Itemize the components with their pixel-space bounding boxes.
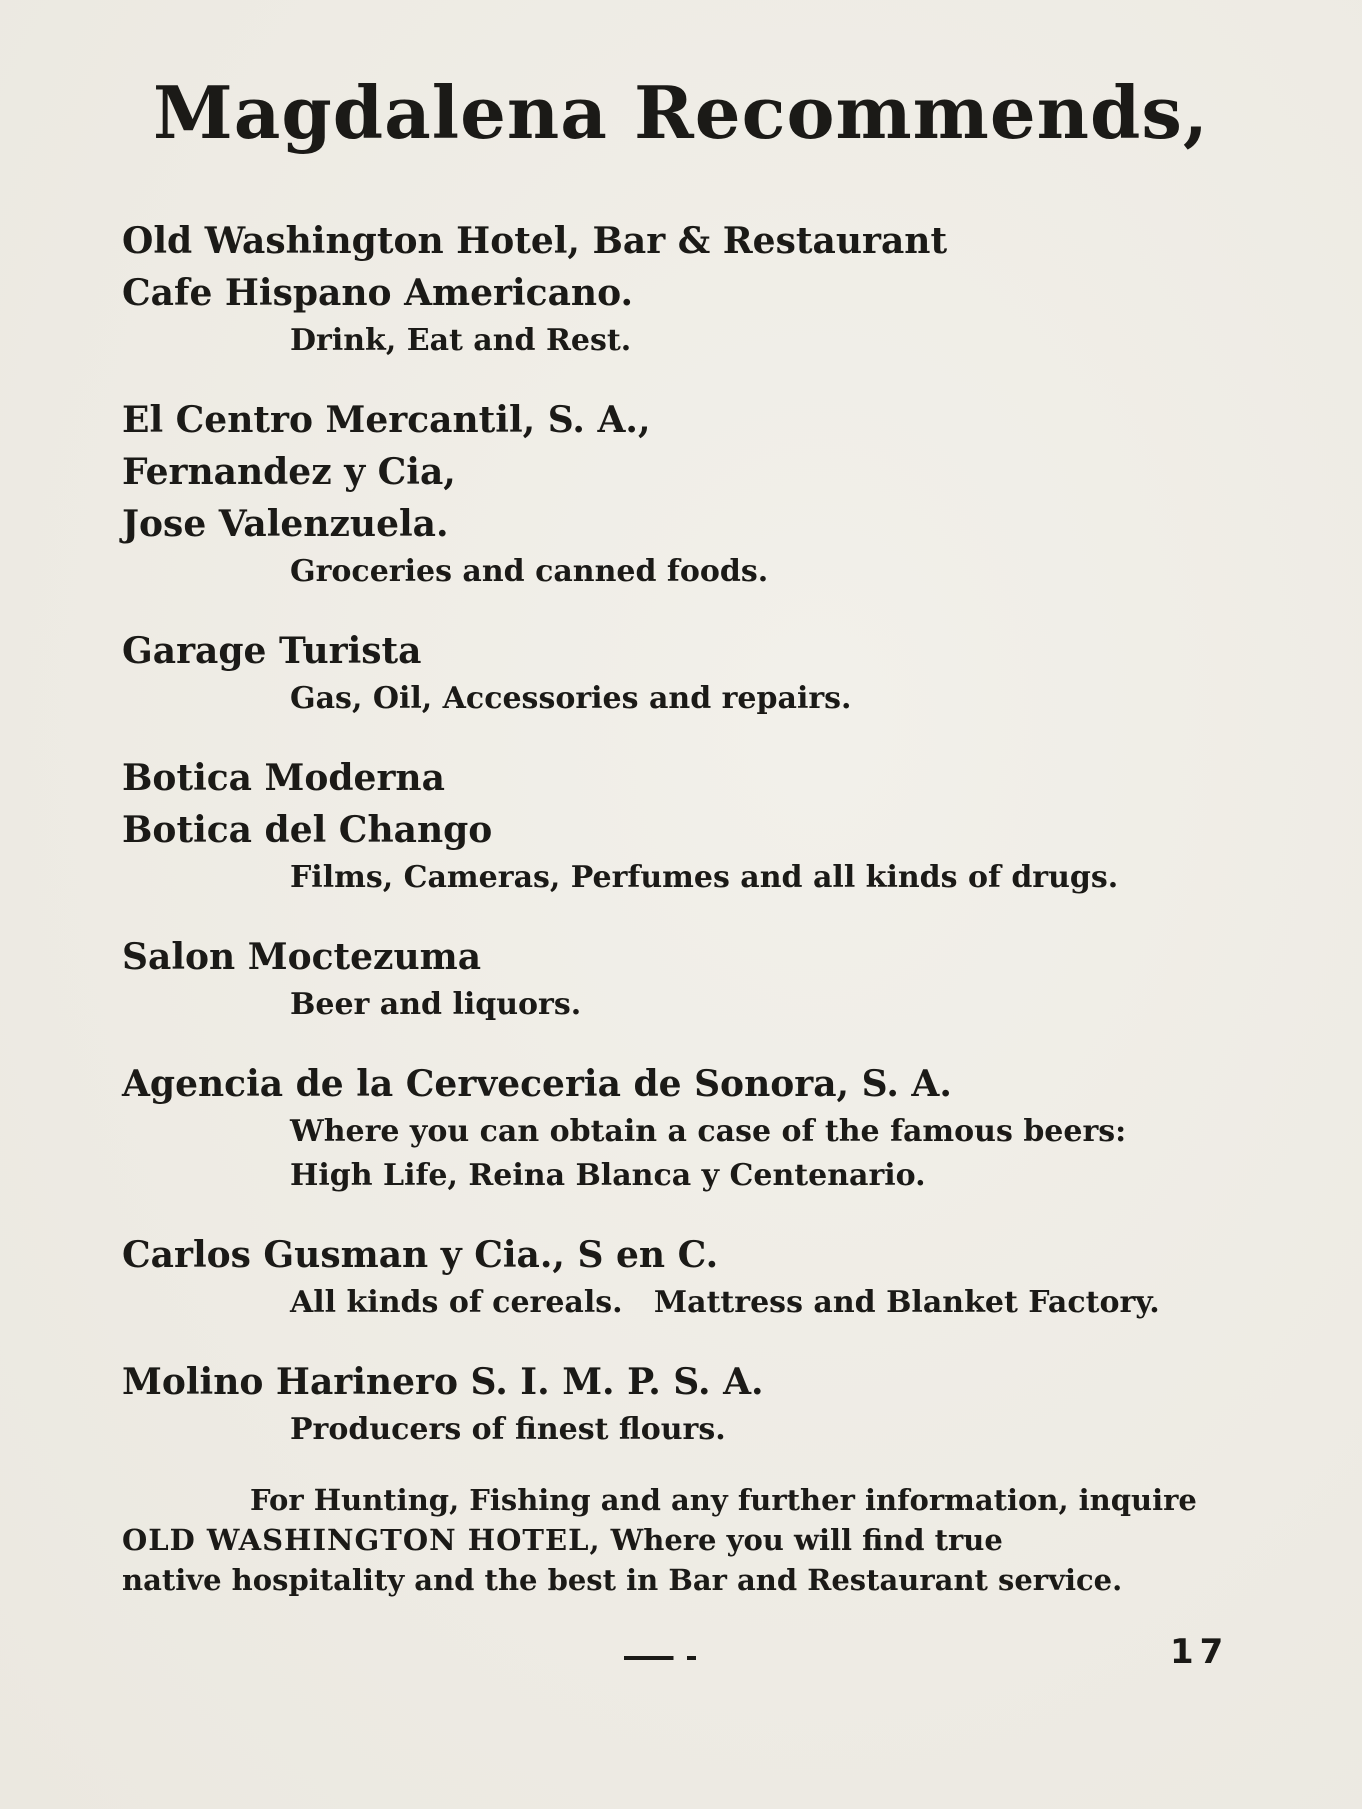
footer-text: Where you will find true [600,1523,1003,1557]
business-description: Films, Cameras, Perfumes and all kinds of drugs. [290,860,1119,895]
business-name: Botica del Chango [122,809,493,851]
list-item [122,394,1232,594]
business-description: All kinds of cereals. Mattress and Blanket Factory. [290,1285,1160,1320]
business-name: Old Washington Hotel, Bar & Restaurant [122,220,948,262]
list-item [122,1058,1232,1198]
footer-note [122,1480,1220,1600]
page-title: Magdalena Recommends, [153,70,1209,155]
page-number: 17 [1170,1632,1230,1672]
business-name: Jose Valenzuela. [122,503,449,545]
business-name: Fernandez y Cia, [122,451,456,493]
footer-line: native hospitality and the best in Bar and Restaurant service. [122,1563,1123,1597]
business-description: Drink, Eat and Rest. [290,323,632,358]
footer-line: For Hunting, Fishing and any further information, inquire [250,1483,1197,1517]
business-description: Producers of finest flours. [290,1412,726,1447]
footer-line [122,1520,1220,1560]
business-description: High Life, Reina Blanca y Centenario. [290,1158,926,1193]
business-description: Where you can obtain a case of the famous beers: [290,1114,1127,1149]
business-name: Botica Moderna [122,757,445,799]
list-item [122,1356,1232,1452]
list-item [122,215,1232,363]
business-name: Salon Moctezuma [122,936,482,978]
business-description: Groceries and canned foods. [290,554,769,589]
list-item [122,931,1232,1027]
business-name: Molino Harinero S. I. M. P. S. A. [122,1361,764,1403]
business-name: Agencia de la Cerveceria de Sonora, S. A. [122,1063,952,1105]
decorative-dash [624,1656,714,1660]
list-item [122,752,1232,900]
business-name: Cafe Hispano Americano. [122,272,633,314]
business-name: Garage Turista [122,630,422,672]
recommendations-list [122,215,1232,1483]
business-name: Carlos Gusman y Cia., S en C. [122,1234,719,1276]
list-item [122,1229,1232,1325]
business-description: Gas, Oil, Accessories and repairs. [290,681,852,716]
list-item [122,625,1232,721]
hotel-name: OLD WASHINGTON HOTEL, [122,1523,601,1557]
business-name: El Centro Mercantil, S. A., [122,399,651,441]
business-description: Beer and liquors. [290,987,582,1022]
